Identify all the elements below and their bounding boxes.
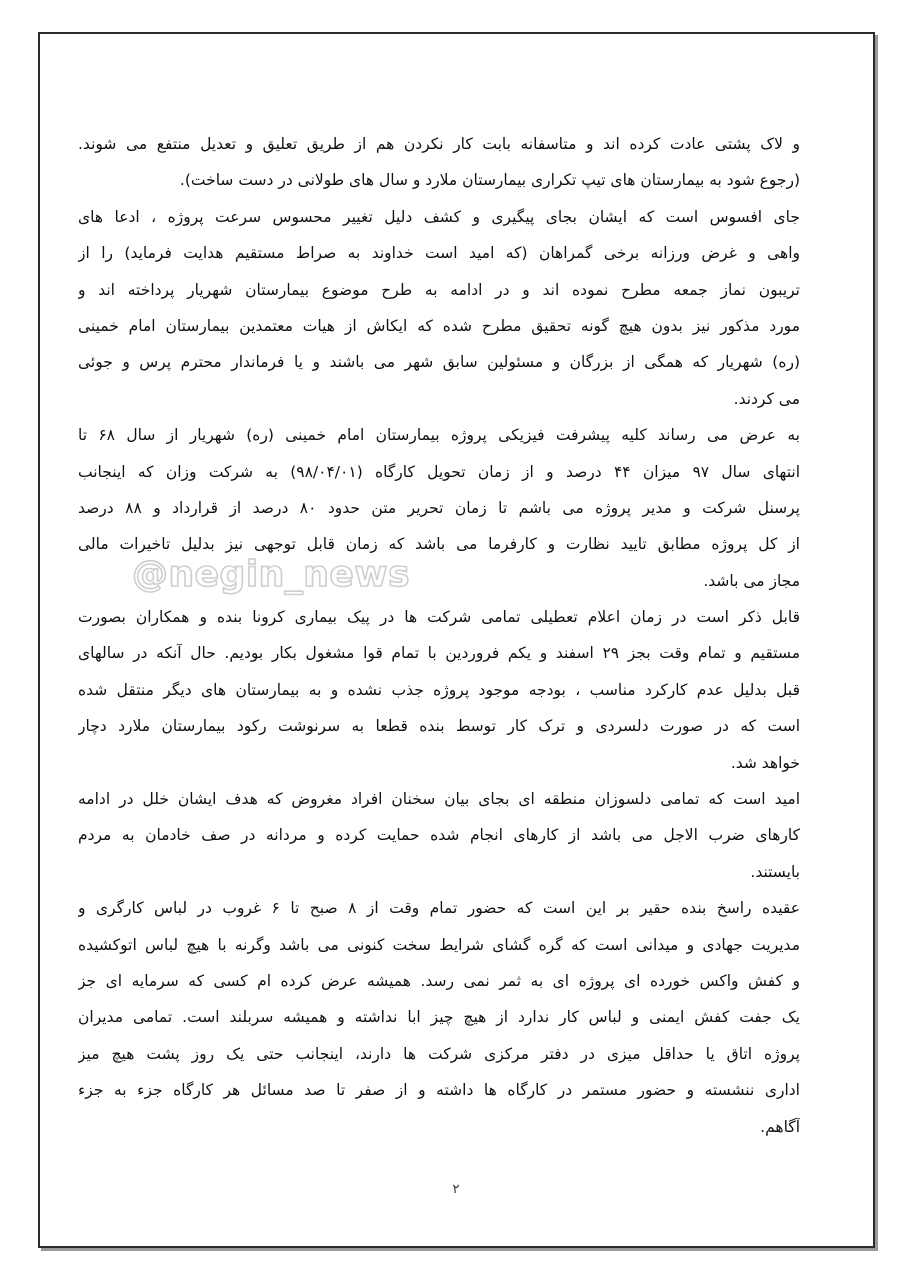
document-body [78, 126, 800, 1145]
text-line: عقیده راسخ بنده حقیر بر این است که حضور تمام وقت از ۸ صبح تا ۶ غروب در لباس کارگری و [78, 899, 800, 918]
text-line: اداری ننشسته و حضور مستمر در کارگاه ها داشته و از صفر تا صد مسائل هر کارگاه جزء به جزء [78, 1081, 800, 1100]
text-line: است که در صورت دلسردی و ترک کار توسط بنده قطعا به سرنوشت رکود بیمارستان ملارد دچار [78, 717, 800, 736]
text-line: و لاک پشتی عادت کرده اند و متاسفانه بابت کار نکردن هم از طریق تعلیق و تعدیل منتفع می شوند. [78, 135, 800, 153]
text-line: می کردند. [733, 389, 800, 408]
text-line: پروژه اتاق یا حداقل میزی در دفتر مرکزی شرکت ها دارند، اینجانب حتی یک روز پشت هیچ میز [78, 1044, 800, 1063]
text-line: و کفش واکس خورده ای پروژه ای به ثمر نمی رسد. همیشه عرض کرده ام کسی که سرمایه ای جز [78, 971, 800, 990]
page-number: ۲ [452, 1182, 460, 1197]
text-line: مدیریت جهادی و میدانی است که گره گشای شرایط سخت کنونی می باشد وگرنه با هیچ لباس اتوکشیده [78, 935, 800, 954]
text-line: از کل پروژه مطابق تایید نظارت و کارفرما می باشد که زمان قابل توجهی نیز بدلیل تاخیرات مالی [78, 535, 800, 554]
watermark: @negin_news [132, 554, 411, 595]
text-line: جای افسوس است که ایشان بجای پیگیری و کشف دلیل تغییر محسوس سرعت پروژه ، ادعا های [78, 207, 800, 226]
text-line: قابل ذکر است در زمان اعلام تعطیلی تمامی شرکت ها در پیک بیماری کرونا بنده و همکاران بصورت [78, 608, 800, 627]
text-line: خواهد شد. [730, 753, 800, 772]
text-line: مجاز می باشد. [703, 571, 800, 590]
text-line: مورد مذکور نیز بدون هیچ گونه تحقیق مطرح شده که ایکاش از هیات معتمدین بیمارستان امام خمینی [78, 316, 800, 335]
text-line: قبل بدلیل عدم کارکرد مناسب ، بودجه موجود پروژه جذب نشده و به بیمارستان های دیگر منتقل شده [78, 680, 800, 699]
text-line: (رجوع شود به بیمارستان های تیپ تکراری بیمارستان ملارد و سال های طولانی در دست ساخت). [179, 171, 800, 190]
text-line: امید است که تمامی دلسوزان منطقه ای بجای بیان سخنان افراد مغروض که هدف ایشان خلل در ادامه [78, 790, 800, 809]
text-line: به عرض می رساند کلیه پیشرفت فیزیکی پروژه بیمارستان امام خمینی (ره) شهریار از سال ۶۸ تا [78, 426, 800, 445]
text-line: واهی و غرض ورزانه برخی گمراهان (که امید است خداوند به صراط مستقیم هدایت فرماید) را از [78, 244, 800, 263]
text-line: بایستند. [750, 862, 800, 881]
text-line: پرسنل شرکت و مدیر پروژه می باشم تا زمان تحریر متن حدود ۸۰ درصد از قرارداد و ۸۸ درصد [78, 498, 800, 517]
text-line: کارهای ضرب الاجل می باشد از کارهای انجام شده حمایت کرده و مردانه در صف خادمان به مردم [78, 826, 800, 845]
text-line: یک جفت کفش ایمنی و لباس کار ندارد از هیچ چیز ابا نداشته و همیشه سربلند است. تمامی مدیران [78, 1008, 800, 1027]
text-line: انتهای سال ۹۷ میزان ۴۴ درصد و از زمان تحویل کارگاه (۹۸/۰۴/۰۱) به شرکت وزان که اینجانب [78, 462, 800, 481]
text-line: مستقیم و تمام وقت بجز ۲۹ اسفند و یکم فروردین با تمام قوا مشغول بکار بودیم. حال آنکه در سالهای [78, 644, 800, 663]
text-line: آگاهم. [760, 1117, 800, 1136]
text-line: تریبون نماز جمعه مطرح نموده اند و در ادامه به طرح موضوع بیمارستان شهریار پرداخته اند و [78, 280, 800, 299]
text-line: (ره) شهریار که همگی از بزرگان و مسئولین سابق شهر می باشند و یا فرماندار محترم پرس و جوئی [78, 353, 800, 372]
